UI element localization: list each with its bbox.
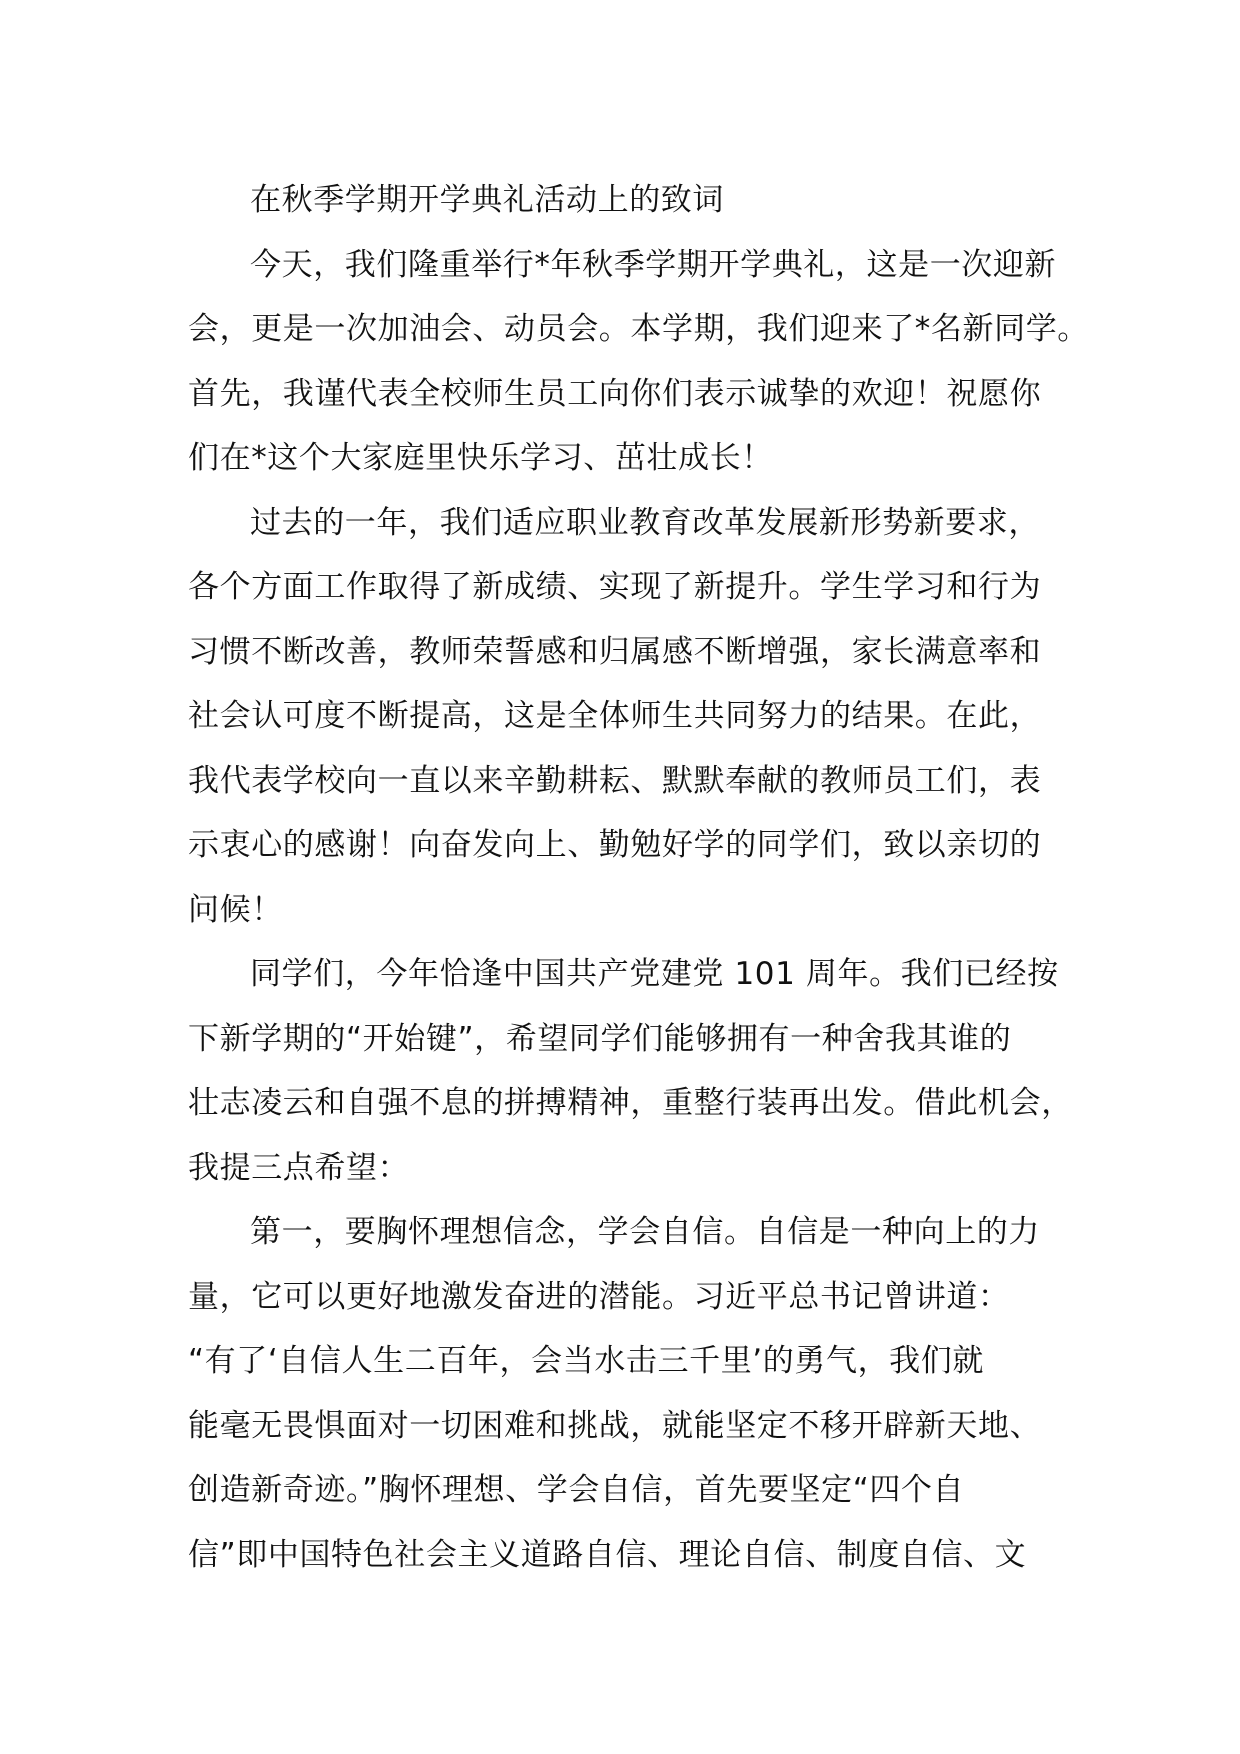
text-line: 今天，我们隆重举行*年秋季学期开学典礼，这是一次迎新 bbox=[250, 246, 1057, 283]
paragraph-lines bbox=[188, 233, 1089, 1588]
text-line: “有了‘自信人生二百年，会当水击三千里’的勇气，我们就 bbox=[188, 1343, 984, 1379]
text-line: 社会认可度不断提高，这是全体师生共同努力的结果。在此， bbox=[188, 698, 1042, 734]
document-body bbox=[188, 168, 1089, 1587]
text-line: 能毫无畏惧面对一切困难和挑战，就能坚定不移开辟新天地、 bbox=[188, 1407, 1042, 1444]
text-line: 同学们，今年恰逢中国共产党建党 101 周年。我们已经按 bbox=[250, 956, 1059, 992]
text-line: 会，更是一次加油会、动员会。本学期，我们迎来了*名新同学。 bbox=[188, 311, 1089, 347]
text-line: 习惯不断改善，教师荣誓感和归属感不断增强，家长满意率和 bbox=[188, 633, 1042, 670]
text-line: 首先，我谨代表全校师生员工向你们表示诚挚的欢迎！祝愿你 bbox=[188, 375, 1042, 412]
text-line: 量，它可以更好地激发奋进的潜能。习近平总书记曾讲道： bbox=[188, 1278, 1010, 1315]
text-line: 壮志凌云和自强不息的拼搏精神，重整行装再出发。借此机会， bbox=[188, 1085, 1073, 1121]
text-line: 问候！ bbox=[188, 891, 283, 928]
text-line: 创造新奇迹。”胸怀理想、学会自信，首先要坚定“四个自 bbox=[188, 1472, 965, 1508]
text-line: 下新学期的“开始键”，希望同学们能够拥有一种舍我其谁的 bbox=[188, 1020, 1012, 1057]
text-line: 示衷心的感谢！向奋发向上、勤勉好学的同学们，致以亲切的 bbox=[188, 827, 1042, 863]
text-line: 信”即中国特色社会主义道路自信、理论自信、制度自信、文 bbox=[188, 1536, 1027, 1573]
text-line: 第一，要胸怀理想信念，学会自信。自信是一种向上的力 bbox=[250, 1214, 1040, 1250]
text-line: 各个方面工作取得了新成绩、实现了新提升。学生学习和行为 bbox=[188, 569, 1042, 605]
text-line: 我代表学校向一直以来辛勤耕耘、默默奉献的教师员工们，表 bbox=[188, 762, 1042, 799]
text-line: 我提三点希望： bbox=[188, 1149, 410, 1186]
text-line: 过去的一年，我们适应职业教育改革发展新形势新要求， bbox=[250, 504, 1040, 541]
text-line: 们在*这个大家庭里快乐学习、茁壮成长！ bbox=[188, 440, 773, 476]
document-title: 在秋季学期开学典礼活动上的致词 bbox=[250, 182, 724, 218]
